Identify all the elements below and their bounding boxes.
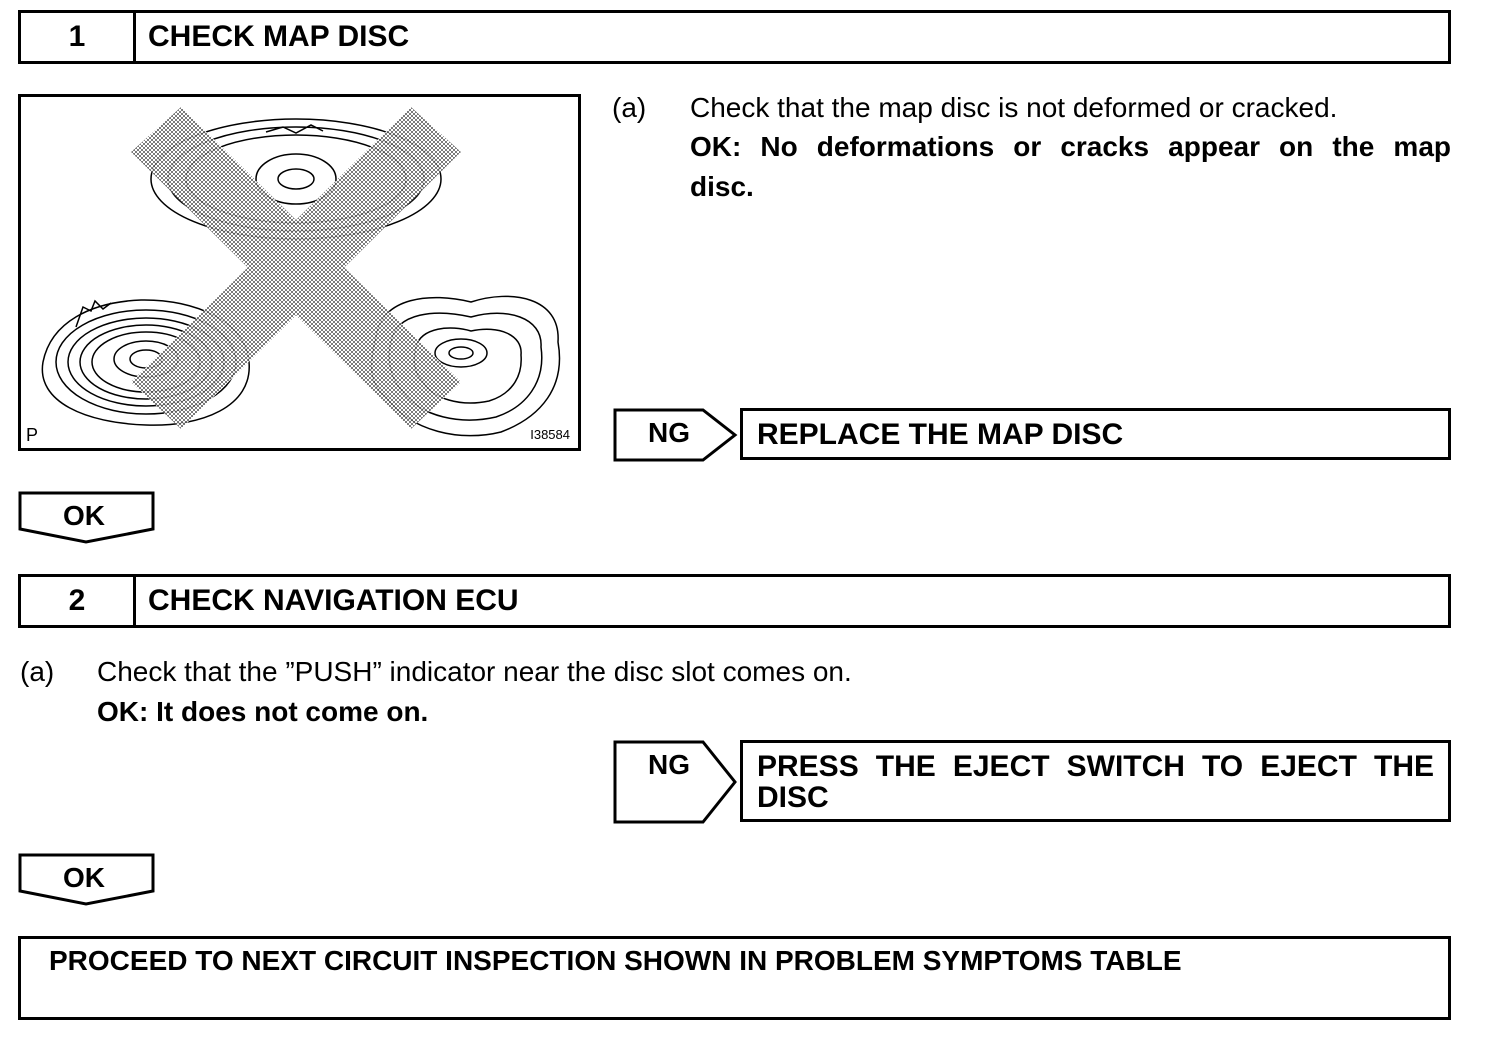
figure-corner-label: P [26,425,39,445]
step-1-number: 1 [21,13,136,61]
step-2-number: 2 [21,577,136,625]
step-1-ng-label: NG [648,417,690,448]
map-disc-illustration [21,97,578,448]
step-2-ng-action [740,740,1451,822]
step-2-ok-label: OK [63,862,105,893]
step-1-ok-criteria-cont: disc. [690,171,754,202]
step-2-ng-action-line-2: DISC [757,781,829,814]
step-1-ng-action: REPLACE THE MAP DISC [740,408,1451,460]
step-1-ok-label: OK [63,500,105,531]
step-2-header [18,574,1451,628]
step-2-item-letter: (a) [20,656,55,687]
step-2-ng-label: NG [648,749,690,780]
reject-x-icon [131,107,461,429]
step-1-ok-criteria: OK: No deformations or cracks appear on the map [690,131,1451,162]
step-2-ng-action-line-1: PRESS THE EJECT SWITCH TO EJECT THE [757,750,1434,783]
step-1-header [18,10,1451,64]
step-1-title: CHECK MAP DISC [148,20,410,53]
step-2-ok-criteria: OK: It does not come on. [97,696,429,727]
step-1-instruction: Check that the map disc is not deformed or cracked. [690,92,1338,123]
step-2-title: CHECK NAVIGATION ECU [148,584,519,617]
step-2-instruction: Check that the ”PUSH” indicator near the disc slot comes on. [97,656,852,687]
step-1-item-letter: (a) [612,92,647,123]
map-disc-figure [18,94,581,451]
final-instruction-box: PROCEED TO NEXT CIRCUIT INSPECTION SHOWN IN PROBLEM SYMPTOMS TABLE [18,936,1451,1020]
figure-id: I38584 [530,427,570,442]
